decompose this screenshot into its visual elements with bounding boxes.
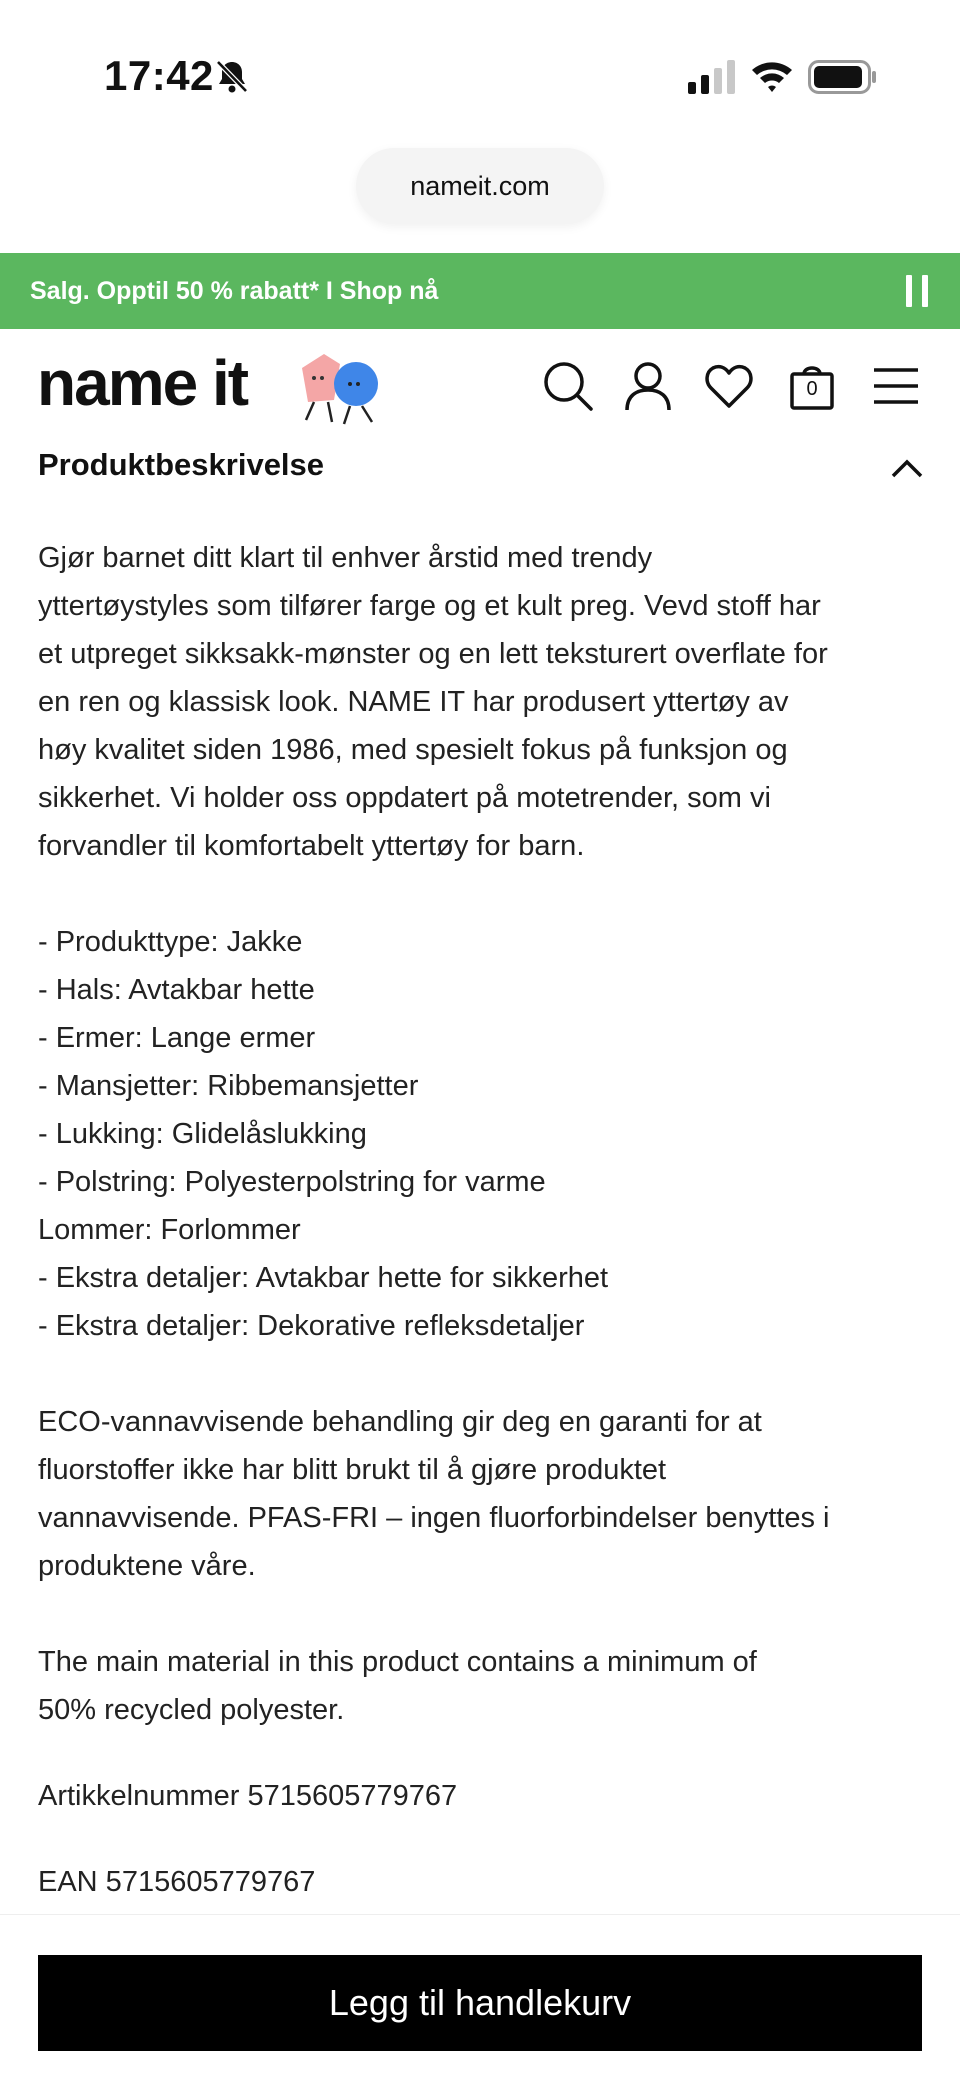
- description-line: forvandler til komfortabelt yttertøy for barn.: [38, 830, 585, 862]
- eco-line: vannavvisende. PFAS-FRI – ingen fluorforbindelser benyttes i: [38, 1502, 830, 1534]
- sticky-footer: [0, 1914, 960, 2087]
- mascot-logo-icon: [294, 350, 386, 430]
- battery-icon: [808, 60, 878, 94]
- material-line: 50% recycled polyester.: [38, 1694, 345, 1726]
- promo-banner[interactable]: [0, 253, 960, 329]
- feature-item: - Ermer: Lange ermer: [38, 1022, 316, 1054]
- description-line: et utpreget sikksakk-mønster og en lett teksturert overflate for: [38, 638, 828, 670]
- article-number: Artikkelnummer 5715605779767: [38, 1780, 458, 1812]
- material-line: The main material in this product contains a minimum of: [38, 1646, 757, 1678]
- product-description-title[interactable]: Produktbeskrivelse: [38, 447, 325, 482]
- feature-item: - Ekstra detaljer: Avtakbar hette for sikkerhet: [38, 1262, 609, 1294]
- feature-item: - Polstring: Polyesterpolstring for varme: [38, 1166, 546, 1198]
- menu-hamburger-icon[interactable]: [870, 360, 922, 412]
- feature-item: - Hals: Avtakbar hette: [38, 974, 315, 1006]
- search-icon[interactable]: [542, 360, 594, 412]
- bell-muted-icon: [214, 58, 250, 94]
- ean-number: EAN 5715605779767: [38, 1866, 316, 1898]
- description-line: en ren og klassisk look. NAME IT har produsert yttertøy av: [38, 686, 789, 718]
- chevron-up-icon[interactable]: [890, 456, 924, 480]
- pause-icon[interactable]: [904, 275, 930, 307]
- eco-line: fluorstoffer ikke har blitt brukt til å gjøre produktet: [38, 1454, 667, 1486]
- url-text: nameit.com: [410, 170, 550, 201]
- description-line: yttertøystyles som tilfører farge og et kult preg. Vevd stoff har: [38, 590, 821, 622]
- promo-text[interactable]: Salg. Opptil 50 % rabatt* I Shop nå: [30, 276, 439, 305]
- site-header: [0, 330, 960, 442]
- feature-item: - Ekstra detaljer: Dekorative refleksdetaljer: [38, 1310, 585, 1342]
- feature-item: - Mansjetter: Ribbemansjetter: [38, 1070, 419, 1102]
- feature-item: Lommer: Forlommer: [38, 1214, 301, 1246]
- status-bar: [0, 0, 960, 150]
- site-logo[interactable]: name it: [37, 347, 248, 419]
- cart-count: 0: [806, 378, 818, 400]
- wishlist-heart-icon[interactable]: [703, 360, 755, 412]
- status-time: 17:42: [104, 52, 214, 99]
- product-description-body: [38, 534, 928, 1906]
- feature-item: - Produkttype: Jakke: [38, 926, 303, 958]
- eco-line: produktene våre.: [38, 1550, 256, 1582]
- feature-item: - Lukking: Glidelåslukking: [38, 1118, 367, 1150]
- account-icon[interactable]: [622, 360, 674, 412]
- description-line: høy kvalitet siden 1986, med spesielt fokus på funksjon og: [38, 734, 788, 766]
- eco-line: ECO-vannavvisende behandling gir deg en garanti for at: [38, 1406, 762, 1438]
- wifi-icon: [750, 58, 794, 94]
- description-line: Gjør barnet ditt klart til enhver årstid med trendy: [38, 542, 653, 574]
- add-to-cart-button[interactable]: Legg til handlekurv: [38, 1955, 922, 2051]
- cart-button[interactable]: [786, 360, 838, 412]
- cellular-signal-icon: [688, 60, 736, 94]
- description-line: sikkerhet. Vi holder oss oppdatert på motetrender, som vi: [38, 782, 771, 814]
- address-bar[interactable]: [356, 148, 604, 224]
